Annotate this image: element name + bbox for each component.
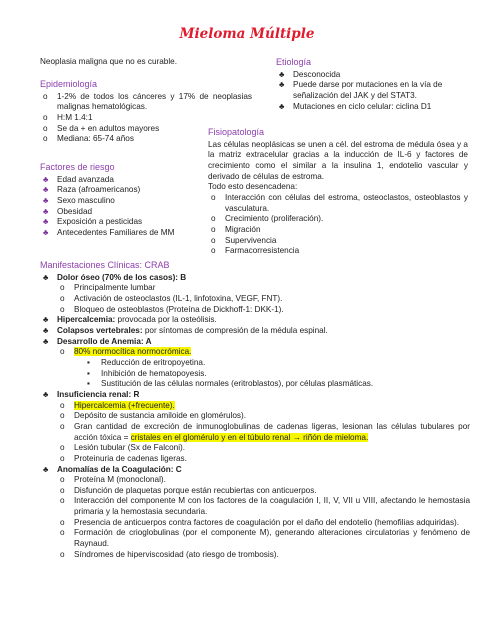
list-item: o Lesión tubular (Sx de Falconi). — [60, 443, 186, 453]
club-bullet-icon: ♣ — [43, 389, 49, 399]
list-item: ♣ Raza (afroamericanos) — [43, 185, 141, 195]
list-item: ♣ Puede darse por mutaciones en la vía de señalización del JAK y del STAT3. — [279, 80, 443, 100]
list-item: o Migración — [211, 224, 261, 234]
page-title: Mieloma Múltiple — [179, 26, 315, 42]
list-item: o Proteína M (monoclonal). — [60, 475, 166, 485]
list-item: o Crecimiento (proliferación). — [211, 214, 324, 224]
intro-block — [40, 57, 250, 68]
list-item: ♣ Sexo masculino — [43, 196, 115, 205]
list-item: o Interacción con células del estroma, osteoclastos, osteoblastos y vasculatura. — [211, 192, 468, 213]
renal-title: ♣ Insuficiencia renal: R — [43, 389, 140, 399]
list-item: ♣ Edad avanzada — [43, 174, 114, 184]
list-item: o Depósito de sustancia amiloide en glomérulos). — [60, 411, 247, 421]
club-bullet-icon: ♣ — [43, 336, 49, 346]
club-bullet-icon: ♣ — [43, 196, 49, 205]
list-item: ♣ Desconocida — [279, 69, 341, 79]
club-bullet-icon: ♣ — [43, 464, 49, 474]
square-bullet-icon: ▪ — [87, 357, 90, 367]
club-bullet-icon: ♣ — [279, 69, 285, 79]
circle-bullet-icon: o — [60, 549, 65, 559]
list-item: ▪ Sustitución de las células normales (eritroblastos), por células plasmáticas. — [87, 379, 374, 389]
list-item: o Proteinuria de cadenas ligeras. — [60, 453, 187, 463]
circle-bullet-icon: o — [60, 453, 65, 463]
circle-bullet-icon: o — [211, 224, 216, 234]
list-item: ♣ Antecedentes Familiares de MM — [43, 227, 175, 237]
circle-bullet-icon: o — [60, 421, 65, 431]
square-bullet-icon: ▪ — [87, 368, 90, 378]
club-bullet-icon: ♣ — [43, 272, 49, 282]
circle-bullet-icon: o — [60, 400, 65, 410]
circle-bullet-icon: o — [60, 475, 65, 485]
anemia-title: ♣ Desarrollo de Anemia: A — [43, 336, 152, 346]
club-bullet-icon: ♣ — [279, 101, 285, 111]
club-bullet-icon: ♣ — [43, 227, 49, 237]
circle-bullet-icon: o — [60, 496, 65, 506]
club-bullet-icon: ♣ — [43, 325, 49, 335]
list-item: ♣ Mutaciones en ciclo celular: ciclina D1 — [279, 101, 432, 111]
list-item: o Interacción del componente M con los factores de la coagulación I, II, V, VII u VIII, afectando le hemostasia primaria y la hemostasia secundaria. — [60, 496, 470, 517]
fisiopatologia-lead: Todo esto desencadena: — [208, 182, 298, 192]
circle-bullet-icon: o — [60, 528, 65, 538]
colapsos-item: ♣ Colapsos vertebrales: por síntomas de compresión de la médula espinal. — [43, 325, 328, 335]
list-item: ▪ Reducción de eritropoyetina. — [87, 357, 206, 367]
list-item: o H:M 1.4:1 — [43, 113, 93, 122]
circle-bullet-icon: o — [211, 235, 216, 245]
list-item: o Presencia de anticuerpos contra factores de coagulación por el daño del endotelio (hemofilias adquiridas). — [60, 517, 460, 527]
etiologia-section — [276, 57, 456, 112]
club-bullet-icon: ♣ — [43, 206, 49, 216]
list-item: o Hipercalcemia (+frecuente). — [60, 400, 175, 410]
list-item: o Gran cantidad de excreción de inmunoglobulinas de cadenas ligeras, lesionan las células tubulares por acción tóxica = cristales en el glomérulo y en el túbulo renal → riñón de mieloma. — [60, 421, 470, 442]
circle-bullet-icon: o — [60, 411, 65, 421]
list-item: o 80% normocítica normocrómica. — [60, 347, 192, 357]
list-item: o 1-2% de todos los cánceres y 17% de neoplasias malignas hematológicas. — [43, 91, 252, 112]
hipercalcemia-item: ♣ Hipercalcemia: provocada por la osteólisis. — [43, 315, 217, 325]
list-item: ♣ Exposición a pesticidas — [43, 217, 143, 227]
list-item: o Disfunción de plaquetas porque están recubiertas con anticuerpos. — [60, 485, 317, 495]
list-item: o Activación de osteoclastos (IL-1, linfotoxina, VEGF, FNT). — [60, 294, 283, 303]
list-item: o Farmacorresistencia — [211, 246, 300, 256]
list-item: o Bloqueo de osteoblastos (Proteína de Dickhoff-1: DKK-1). — [60, 304, 284, 314]
list-item: o Síndromes de hiperviscosidad (ato riesgo de trombosis). — [60, 549, 279, 559]
circle-bullet-icon: o — [60, 294, 65, 303]
circle-bullet-icon: o — [43, 123, 48, 133]
list-item: ▪ Inhibición de hematopoyesis. — [87, 368, 207, 378]
crab-section — [40, 260, 470, 560]
square-bullet-icon: ▪ — [87, 379, 90, 389]
club-bullet-icon: ♣ — [43, 185, 49, 195]
coagulacion-title: ♣ Anomalías de la Coagulación: C — [43, 464, 182, 474]
list-item: ♣ Obesidad — [43, 206, 93, 216]
list-item: o Formación de crioglobulinas (por el componente M), generando alteraciones circulatorias y fenómeno de Raynaud. — [60, 528, 470, 549]
epidemiologia-heading: Epidemiología — [40, 79, 98, 89]
list-item: o Principalmente lumbar — [60, 283, 156, 293]
fisiopatologia-text: Las células neoplásicas se unen a cél. del estroma de médula ósea y a la matriz extracelular gracias a la inducción de IL-6 y factores de crecimiento como el similar a la insulina 1, endotelio vascular y derivado de células de estroma. — [208, 139, 468, 181]
club-bullet-icon: ♣ — [43, 174, 49, 184]
dolor-title: ♣ Dolor óseo (70% de los casos): B — [43, 272, 187, 282]
list-item: o Supervivencia — [211, 235, 277, 245]
circle-bullet-icon: o — [60, 485, 65, 495]
circle-bullet-icon: o — [43, 113, 48, 122]
list-item: o Mediana: 65-74 años — [43, 134, 134, 144]
intro-text: Neoplasia maligna que no es curable. — [40, 57, 178, 66]
factores-heading: Factores de riesgo — [40, 162, 115, 172]
fisiopatologia-heading: Fisiopatología — [208, 127, 265, 137]
circle-bullet-icon: o — [43, 91, 48, 101]
circle-bullet-icon: o — [43, 134, 48, 144]
circle-bullet-icon: o — [211, 192, 216, 202]
circle-bullet-icon: o — [60, 443, 65, 453]
circle-bullet-icon: o — [211, 246, 216, 256]
circle-bullet-icon: o — [60, 283, 65, 293]
circle-bullet-icon: o — [60, 304, 65, 314]
etiologia-heading: Etiología — [276, 57, 312, 67]
circle-bullet-icon: o — [60, 347, 65, 357]
club-bullet-icon: ♣ — [43, 217, 49, 227]
club-bullet-icon: ♣ — [43, 315, 49, 325]
circle-bullet-icon: o — [60, 517, 65, 527]
circle-bullet-icon: o — [211, 214, 216, 224]
crab-heading: Manifestaciones Clínicas: CRAB — [40, 260, 170, 270]
fisiopatologia-section — [208, 127, 468, 257]
club-bullet-icon: ♣ — [279, 80, 285, 90]
list-item: o Se da + en adultos mayores — [43, 123, 160, 133]
